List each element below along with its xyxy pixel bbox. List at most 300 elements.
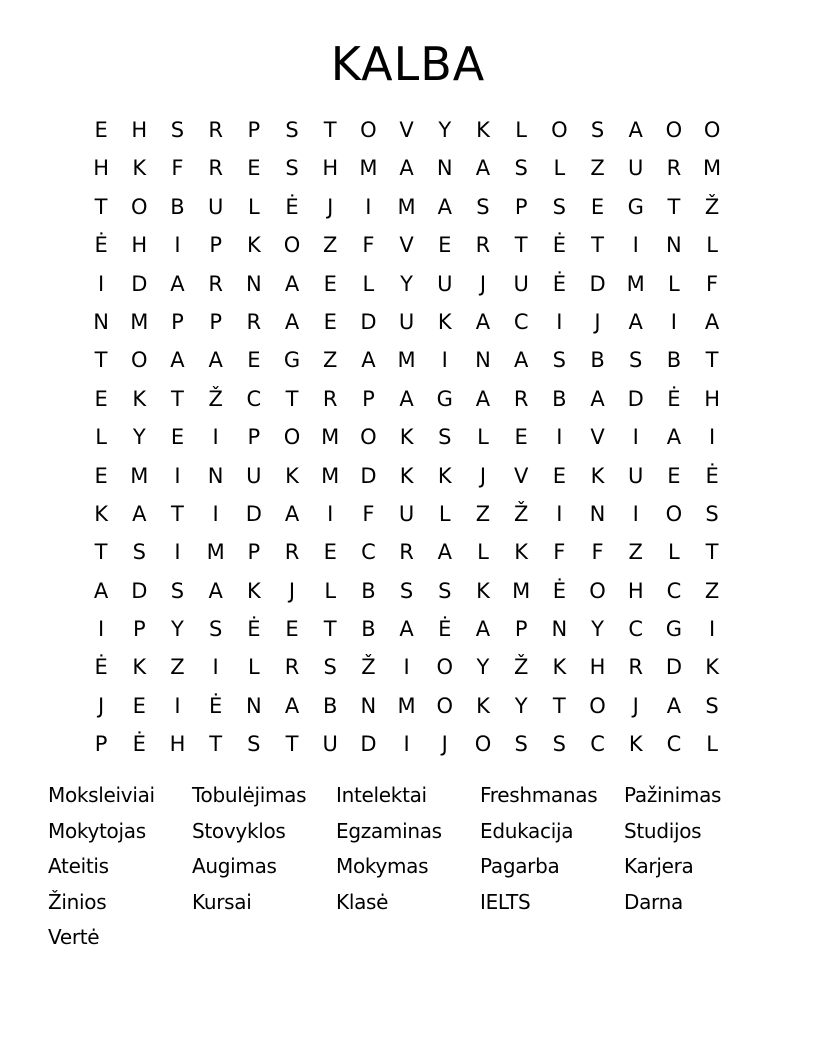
grid-letter: F (171, 156, 184, 181)
grid-letter: T (552, 693, 566, 718)
grid-letter: J (594, 309, 601, 334)
grid-letter: K (590, 463, 605, 488)
grid-letter: C (246, 386, 262, 411)
grid-letter: T (667, 194, 681, 219)
word-list-item: Mokytojas (48, 818, 146, 843)
grid-letter: L (438, 501, 451, 526)
grid-letter: T (285, 386, 299, 411)
grid-letter: N (93, 309, 109, 334)
grid-letter: B (590, 348, 605, 373)
grid-letter: E (590, 194, 605, 219)
grid-letter: T (94, 194, 108, 219)
grid-letter: Z (704, 578, 720, 603)
grid-letter: I (556, 501, 563, 526)
grid-letter: S (514, 732, 528, 757)
grid-letter: L (324, 578, 337, 603)
grid-letter: A (93, 578, 109, 603)
grid-letter: M (130, 463, 149, 488)
grid-letter: O (360, 118, 377, 142)
word-list-item: Pagarba (480, 854, 560, 878)
grid-letter: M (321, 425, 340, 450)
grid-letter: M (626, 271, 645, 296)
grid-letter: A (399, 156, 414, 181)
grid-letter: H (589, 655, 606, 680)
grid-letter: Ė (247, 617, 261, 642)
grid-letter: C (590, 732, 605, 757)
grid-letter: O (551, 118, 568, 142)
grid-letter: J (632, 693, 639, 718)
grid-letter: O (131, 194, 148, 219)
grid-letter: A (513, 348, 529, 373)
grid-letter: Z (590, 156, 605, 181)
grid-letter: K (285, 463, 299, 488)
grid-letter: I (212, 425, 219, 450)
grid-letter: H (169, 732, 186, 757)
grid-letter: I (556, 309, 563, 334)
grid-letter: A (284, 693, 300, 718)
grid-letter: N (666, 233, 682, 258)
grid-letter: O (665, 118, 683, 142)
word-list-item: Vertė (48, 925, 100, 949)
grid-letter: S (514, 156, 528, 181)
grid-letter: Ž (208, 386, 223, 411)
grid-letter: O (474, 732, 492, 757)
word-list-item: Pažinimas (624, 783, 722, 807)
grid-letter: O (283, 233, 301, 258)
grid-row (82, 226, 732, 264)
grid-letter: A (666, 425, 682, 450)
word-list-item: Mokymas (336, 854, 429, 878)
grid-letter: N (475, 348, 491, 373)
grid-letter: L (247, 655, 260, 680)
grid-row (82, 648, 732, 686)
grid-letter: F (362, 501, 375, 526)
word-list-item: Edukacija (480, 818, 574, 843)
grid-letter: V (399, 118, 414, 142)
grid-letter: M (130, 309, 149, 334)
word-list-item: Egzaminas (336, 818, 442, 843)
grid-letter: U (628, 156, 644, 181)
grid-letter: I (174, 693, 181, 718)
grid-letter: Ė (285, 194, 299, 219)
grid-letter: L (668, 540, 680, 565)
grid-letter: E (323, 540, 337, 565)
grid-letter: P (94, 732, 108, 757)
grid-letter: K (132, 386, 147, 411)
grid-letter: R (284, 655, 300, 680)
grid-letter: I (708, 617, 716, 642)
grid-letter: J (479, 463, 487, 488)
grid-letter: N (245, 693, 262, 718)
grid-letter: E (94, 386, 108, 411)
grid-letter: H (704, 386, 720, 411)
grid-row (82, 265, 732, 303)
grid-letter: A (475, 156, 491, 181)
grid-letter: Z (323, 233, 338, 258)
grid-letter: U (322, 732, 338, 757)
grid-letter: E (247, 348, 261, 373)
grid-letter: J (97, 693, 105, 718)
grid-letter: A (208, 578, 223, 603)
grid-letter: B (170, 194, 185, 219)
grid-letter: J (441, 732, 448, 757)
grid-letter: R (322, 386, 338, 411)
grid-letter: A (628, 309, 643, 334)
grid-letter: I (632, 425, 639, 450)
grid-letter: A (284, 501, 300, 526)
grid-letter: P (247, 425, 261, 450)
grid-letter: A (170, 271, 185, 296)
grid-letter: I (365, 194, 372, 219)
grid-row (82, 687, 732, 725)
grid-letter: Z (170, 655, 185, 680)
grid-letter: I (174, 463, 181, 488)
grid-letter: S (399, 578, 414, 603)
grid-letter: A (399, 386, 414, 411)
grid-letter: M (397, 348, 416, 373)
grid-letter: F (591, 540, 604, 565)
grid-letter: O (589, 693, 606, 718)
grid-letter: I (708, 425, 716, 450)
grid-letter: A (132, 501, 147, 526)
grid-letter: M (359, 156, 378, 181)
grid-row (82, 725, 732, 763)
grid-letter: I (174, 233, 181, 258)
grid-letter: A (437, 540, 452, 565)
grid-letter: K (246, 578, 261, 603)
grid-row (82, 457, 732, 495)
word-list-item: Tobulėjimas (192, 783, 307, 807)
grid-letter: R (475, 233, 491, 258)
word-list-item: Kursai (192, 889, 252, 914)
grid-letter: C (361, 540, 376, 565)
grid-letter: E (94, 118, 108, 142)
grid-letter: R (208, 271, 223, 296)
grid-letter: E (94, 463, 108, 488)
word-list-item: Klasė (336, 889, 389, 914)
grid-letter: E (552, 463, 566, 488)
grid-letter: Y (171, 617, 184, 642)
grid-letter: V (590, 425, 605, 450)
grid-letter: V (399, 233, 414, 258)
grid-letter: Ž (513, 655, 529, 680)
grid-letter: Ė (94, 655, 108, 680)
grid-letter: I (212, 655, 219, 680)
grid-letter: A (170, 348, 185, 373)
grid-letter: P (514, 617, 528, 642)
grid-letter: S (629, 348, 643, 373)
grid-letter: P (514, 194, 528, 219)
grid-letter: C (666, 578, 682, 603)
grid-letter: A (399, 617, 414, 642)
grid-letter: A (628, 118, 643, 142)
grid-letter: D (360, 309, 377, 334)
grid-letter: O (703, 118, 721, 142)
page-title: KALBA (330, 37, 486, 91)
grid-letter: F (553, 540, 566, 565)
grid-letter: Z (628, 540, 643, 565)
grid-letter: O (436, 693, 454, 718)
grid-letter: M (703, 156, 722, 181)
grid-letter: S (438, 425, 452, 450)
grid-letter: T (94, 348, 108, 373)
grid-letter: Ė (552, 271, 566, 296)
grid-letter: K (628, 732, 643, 757)
grid-letter: I (174, 540, 181, 565)
grid-letter: C (513, 309, 529, 334)
grid-letter: I (632, 233, 639, 258)
grid-letter: E (438, 233, 452, 258)
word-list-item: IELTS (480, 889, 531, 914)
grid-letter: N (360, 693, 377, 718)
grid-letter: K (399, 425, 414, 450)
grid-letter: K (399, 463, 414, 488)
grid-letter: O (589, 578, 606, 603)
word-list-item: Ateitis (48, 854, 109, 878)
grid-letter: H (627, 578, 644, 603)
grid-letter: A (590, 386, 605, 411)
grid-letter: A (475, 386, 491, 411)
grid-letter: U (437, 271, 453, 296)
grid-letter: U (398, 501, 415, 526)
grid-letter: R (399, 540, 414, 565)
grid-letter: S (170, 118, 185, 142)
grid-letter: D (131, 578, 148, 603)
grid-letter: L (95, 425, 107, 450)
grid-letter: K (705, 655, 719, 680)
grid-letter: V (513, 463, 529, 488)
grid-letter: R (208, 156, 223, 181)
grid-letter: J (327, 194, 334, 219)
grid-row (82, 572, 732, 610)
grid-letter: R (513, 386, 529, 411)
grid-letter: B (361, 617, 376, 642)
grid-letter: C (666, 732, 682, 757)
grid-letter: K (132, 655, 147, 680)
grid-row (82, 533, 732, 571)
grid-letter: P (171, 309, 184, 334)
grid-letter: S (132, 540, 146, 565)
grid-letter: Ž (513, 501, 529, 526)
grid-letter: T (323, 617, 337, 642)
grid-letter: D (589, 271, 606, 296)
grid-row (82, 380, 732, 418)
grid-letter: S (552, 348, 567, 373)
word-list-item: Freshmanas (480, 783, 598, 807)
grid-letter: C (628, 617, 644, 642)
grid-letter: M (206, 540, 225, 565)
grid-letter: Ė (705, 463, 719, 488)
grid-letter: D (131, 271, 148, 296)
grid-letter: E (132, 693, 146, 718)
grid-letter: N (245, 271, 262, 296)
grid-letter: Ž (704, 194, 720, 219)
grid-letter: Ž (361, 655, 376, 680)
grid-letter: K (514, 540, 529, 565)
grid-letter: R (246, 309, 262, 334)
grid-letter: F (362, 233, 375, 258)
grid-letter: I (97, 617, 105, 642)
grid-letter: K (552, 655, 567, 680)
grid-letter: B (666, 348, 682, 373)
grid-row (82, 495, 732, 533)
grid-letter: I (97, 271, 105, 296)
grid-letter: H (93, 156, 109, 181)
grid-letter: A (361, 348, 376, 373)
grid-letter: U (398, 309, 415, 334)
grid-letter: L (553, 156, 566, 181)
grid-row (82, 188, 732, 226)
grid-letter: A (208, 348, 223, 373)
grid-letter: A (704, 309, 720, 334)
grid-letter: K (476, 118, 490, 142)
grid-letter: Ė (209, 693, 223, 718)
grid-letter: T (705, 348, 719, 373)
word-list-item: Karjera (624, 854, 694, 878)
grid-letter: Ė (667, 386, 681, 411)
grid-letter: U (207, 194, 224, 219)
grid-letter: D (360, 463, 377, 488)
grid-letter: P (132, 617, 146, 642)
grid-letter: T (591, 233, 604, 258)
grid-letter: K (476, 693, 490, 718)
grid-row (82, 610, 732, 648)
grid-letter: R (628, 655, 644, 680)
grid-letter: L (706, 233, 718, 258)
grid-letter: E (323, 309, 337, 334)
grid-letter: U (513, 271, 529, 296)
grid-letter: M (512, 578, 531, 603)
grid-letter: M (397, 693, 416, 718)
grid-letter: N (436, 156, 453, 181)
grid-letter: E (323, 271, 337, 296)
grid-row (82, 111, 732, 149)
grid-letter: O (283, 425, 301, 450)
grid-letter: T (171, 501, 184, 526)
grid-letter: G (627, 194, 644, 219)
grid-letter: P (247, 118, 261, 142)
grid-letter: H (131, 118, 148, 142)
grid-letter: A (284, 271, 300, 296)
grid-row (82, 418, 732, 456)
grid-letter: R (284, 540, 300, 565)
grid-letter: S (285, 118, 299, 142)
grid-letter: I (670, 309, 677, 334)
grid-letter: E (514, 425, 528, 450)
grid-letter: A (666, 693, 682, 718)
grid-letter: U (628, 463, 644, 488)
grid-letter: G (436, 386, 453, 411)
grid-letter: A (475, 309, 491, 334)
grid-letter: O (665, 501, 683, 526)
grid-letter: E (170, 425, 185, 450)
grid-letter: S (705, 501, 719, 526)
grid-letter: P (209, 309, 222, 334)
letter-grid (82, 111, 732, 764)
grid-letter: L (477, 540, 489, 565)
grid-letter: T (705, 540, 719, 565)
grid-letter: R (208, 118, 223, 142)
grid-letter: T (514, 233, 528, 258)
grid-letter: N (551, 617, 568, 642)
grid-letter: O (131, 348, 148, 373)
grid-letter: D (360, 732, 377, 757)
grid-letter: G (665, 617, 683, 642)
grid-letter: K (437, 463, 452, 488)
grid-letter: L (247, 194, 260, 219)
grid-letter: S (476, 194, 490, 219)
grid-letter: I (403, 655, 410, 680)
grid-letter: L (477, 425, 489, 450)
grid-letter: J (479, 271, 487, 296)
grid-letter: Y (438, 118, 452, 142)
grid-letter: S (552, 194, 567, 219)
grid-letter: Ė (552, 578, 566, 603)
grid-letter: G (283, 348, 301, 373)
grid-letter: Ė (132, 732, 146, 757)
grid-row (82, 303, 732, 341)
word-list (48, 778, 788, 956)
grid-letter: Y (476, 655, 490, 680)
grid-letter: J (288, 578, 296, 603)
grid-letter: Ė (438, 617, 452, 642)
grid-letter: D (245, 501, 262, 526)
grid-letter: K (94, 501, 108, 526)
grid-letter: L (362, 271, 375, 296)
grid-letter: D (627, 386, 644, 411)
grid-letter: H (131, 233, 148, 258)
grid-letter: S (552, 732, 567, 757)
grid-letter: R (666, 156, 682, 181)
grid-letter: B (361, 578, 376, 603)
grid-letter: A (284, 309, 300, 334)
grid-letter: M (397, 194, 416, 219)
word-list-item: Žinios (48, 889, 107, 914)
grid-letter: L (706, 732, 718, 757)
grid-letter: Y (514, 693, 528, 718)
grid-letter: N (207, 463, 224, 488)
grid-letter: K (132, 156, 147, 181)
grid-letter: E (285, 617, 299, 642)
word-list-item: Moksleiviai (48, 783, 155, 807)
grid-letter: I (212, 501, 219, 526)
grid-letter: Ė (94, 233, 108, 258)
grid-letter: I (327, 501, 334, 526)
grid-letter: O (360, 425, 377, 450)
grid-letter: K (437, 309, 452, 334)
grid-letter: I (441, 348, 448, 373)
grid-letter: B (323, 693, 338, 718)
grid-letter: T (209, 732, 223, 757)
word-list-item: Studijos (624, 818, 702, 843)
grid-letter: L (515, 118, 527, 142)
word-list-item: Stovyklos (192, 818, 286, 843)
grid-letter: M (321, 463, 340, 488)
grid-letter: T (94, 540, 108, 565)
grid-letter: B (552, 386, 567, 411)
grid-letter: T (285, 732, 299, 757)
grid-letter: T (171, 386, 184, 411)
grid-letter: A (475, 617, 491, 642)
grid-row (82, 341, 732, 379)
grid-letter: A (437, 194, 452, 219)
grid-letter: Y (591, 617, 604, 642)
grid-letter: S (323, 655, 337, 680)
grid-letter: L (668, 271, 680, 296)
grid-row (82, 149, 732, 187)
word-list-item: Darna (624, 889, 683, 914)
grid-letter: S (705, 693, 719, 718)
